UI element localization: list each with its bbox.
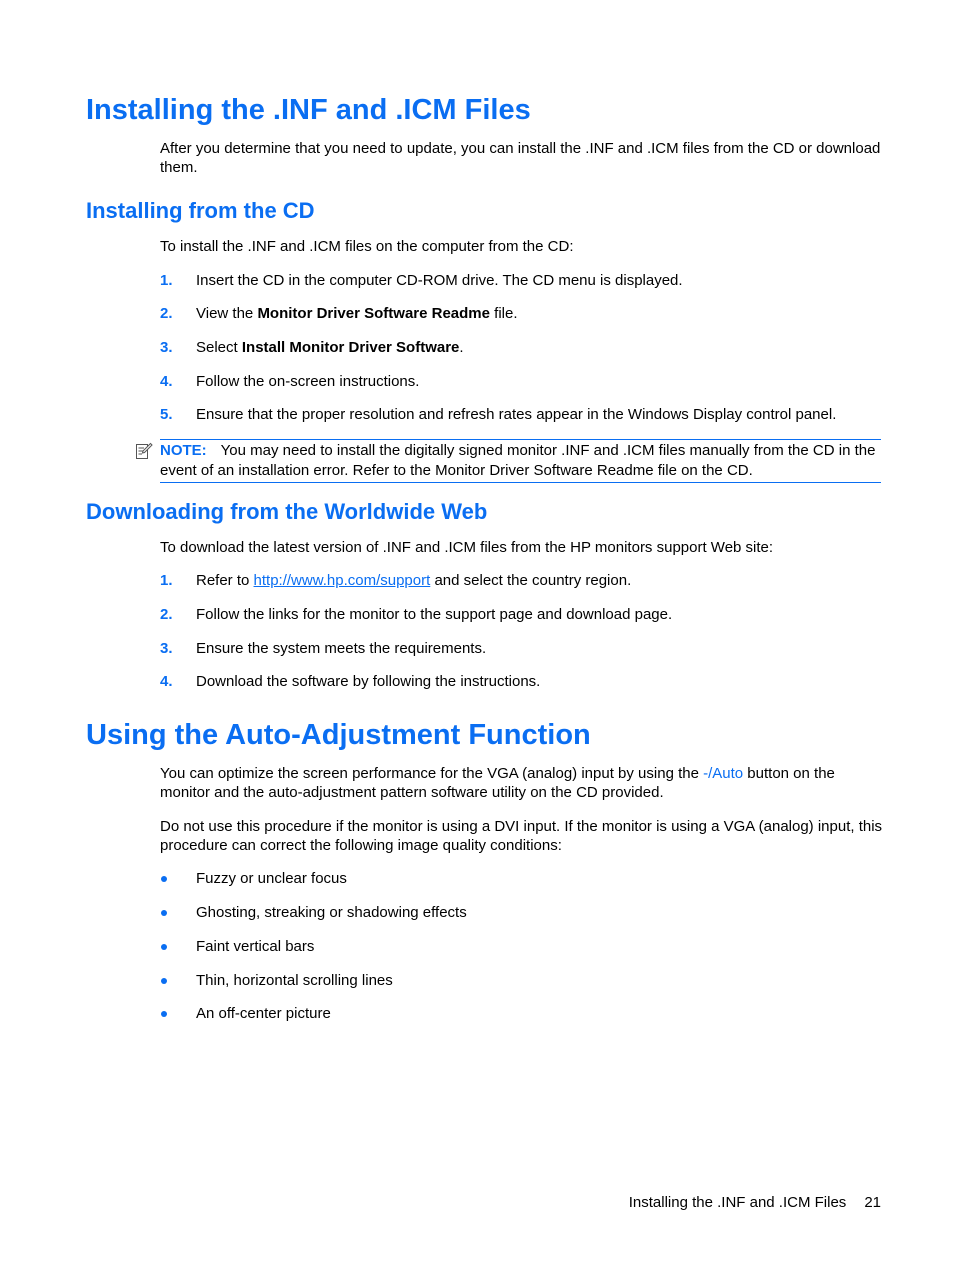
install-option-name: Install Monitor Driver Software bbox=[241, 339, 460, 356]
bullet-icon bbox=[161, 910, 167, 916]
step-number: 2. bbox=[160, 305, 173, 322]
step-number: 3. bbox=[160, 339, 173, 356]
bullet-icon bbox=[161, 1011, 167, 1017]
cd-intro: To install the .INF and .ICM files on the computer from the CD: bbox=[160, 238, 574, 255]
bullet-text: Thin, horizontal scrolling lines bbox=[196, 972, 393, 989]
step-text: Follow the links for the monitor to the support page and download page. bbox=[196, 606, 673, 623]
note-icon bbox=[135, 442, 153, 460]
bullet-icon bbox=[161, 944, 167, 950]
step-text: Select Install Monitor Driver Software. bbox=[196, 339, 464, 356]
note-box bbox=[160, 439, 881, 483]
bullet-text: Fuzzy or unclear focus bbox=[196, 870, 347, 887]
hp-support-link[interactable]: http://www.hp.com/support bbox=[253, 572, 431, 589]
step-text: Refer to http://www.hp.com/support and select the country region. bbox=[196, 572, 632, 589]
step-number: 1. bbox=[160, 272, 173, 289]
step-text: Follow the on-screen instructions. bbox=[196, 373, 420, 390]
web-heading: Downloading from the Worldwide Web bbox=[86, 499, 488, 524]
section-title-auto-adjust: Using the Auto-Adjustment Function bbox=[86, 719, 591, 751]
web-intro: To download the latest version of .INF and .ICM files from the HP monitors support Web site: bbox=[160, 539, 774, 556]
step-number: 4. bbox=[160, 673, 173, 690]
auto-adjust-paragraph-2: Do not use this procedure if the monitor is using a DVI input. If the monitor is using a VGA (analog) input, this procedure can correct the following image quality conditions: bbox=[160, 818, 883, 854]
step-text: View the Monitor Driver Software Readme file. bbox=[196, 305, 518, 322]
bullet-text: Faint vertical bars bbox=[196, 938, 315, 955]
step-text: Download the software by following the instructions. bbox=[196, 673, 541, 690]
auto-button-name: -/Auto bbox=[703, 765, 744, 782]
step-text: Insert the CD in the computer CD-ROM drive. The CD menu is displayed. bbox=[196, 272, 683, 289]
bullet-text: An off-center picture bbox=[196, 1005, 331, 1022]
page-title: Installing the .INF and .ICM Files bbox=[86, 94, 531, 126]
intro-paragraph: After you determine that you need to update, you can install the .INF and .ICM files from the CD or download them. bbox=[160, 140, 881, 176]
step-number: 3. bbox=[160, 640, 173, 657]
note-label: NOTE: bbox=[160, 442, 207, 459]
page-footer bbox=[0, 1193, 881, 1212]
step-text: Ensure that the proper resolution and refresh rates appear in the Windows Display control panel. bbox=[196, 406, 837, 423]
bullet-text: Ghosting, streaking or shadowing effects bbox=[196, 904, 467, 921]
step-number: 5. bbox=[160, 406, 173, 423]
auto-adjust-paragraph-1: You can optimize the screen performance for the VGA (analog) input by using the -/Auto button on the monitor and the auto-adjustment pattern software utility on the CD provided. bbox=[160, 765, 835, 801]
page-number: 21 bbox=[864, 1194, 881, 1211]
step-number: 4. bbox=[160, 373, 173, 390]
step-number: 1. bbox=[160, 572, 173, 589]
bullet-icon bbox=[161, 978, 167, 984]
note-text: You may need to install the digitally signed monitor .INF and .ICM files manually from the CD in the event of an installation error. Refer to the Monitor Driver Software Readme file on the CD. bbox=[160, 442, 876, 479]
cd-heading: Installing from the CD bbox=[86, 198, 315, 223]
step-number: 2. bbox=[160, 606, 173, 623]
step-text: Ensure the system meets the requirements. bbox=[196, 640, 487, 657]
bullet-icon bbox=[161, 876, 167, 882]
footer-title: Installing the .INF and .ICM Files bbox=[628, 1194, 847, 1211]
readme-file-name: Monitor Driver Software Readme bbox=[257, 305, 490, 322]
